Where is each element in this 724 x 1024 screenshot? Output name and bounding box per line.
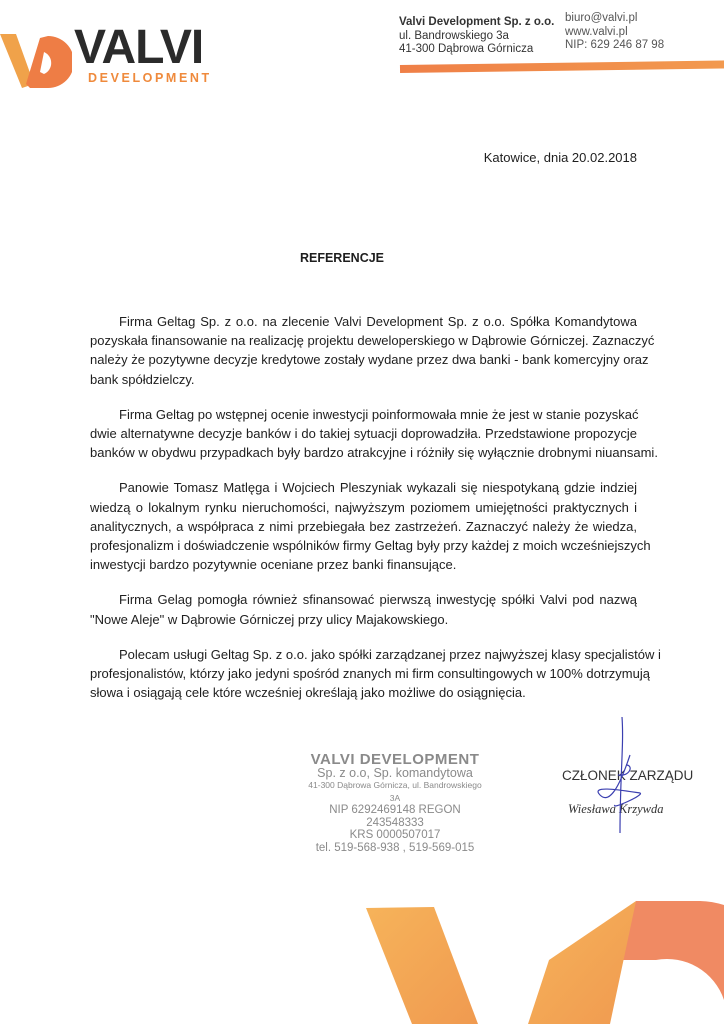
stamp-line: VALVI DEVELOPMENT [310,751,480,768]
company-name: Valvi Development Sp. z o.o. [399,16,555,28]
paragraph-line: bank spółdzielczy. [90,371,195,387]
logo-subtext: DEVELOPMENT [88,71,212,85]
email: biuro@valvi.pl [565,12,638,24]
paragraph [90,590,637,628]
stamp-line: Sp. z o.o, Sp. komandytowa [317,765,473,780]
paragraph-line: słowa i osiągają cele które wcześniej określają jako możliwe do osiągnięcia. [90,685,526,701]
decorative-logo-watermark [0,880,724,1024]
stamp-line: 41-300 Dąbrowa Górnicza, ul. Bandrowskiego 3A [308,780,482,803]
logo-wordmark: VALVI [74,21,204,74]
paragraph-line: Panowie Tomasz Matlęga i Wojciech Pleszyniak wykazali się niespotykaną gdzie indziej [119,480,637,496]
paragraph-line: Firma Geltag Sp. z o.o. na zlecenie Valvi Development Sp. z o.o. Spółka Komandytowa [119,314,637,329]
letter-body [90,312,661,718]
paragraph-line: banków w obydwu przypadkach były bardzo atrakcyjne i różniły się wyłącznie drobnymi niuansami. [90,445,658,461]
paragraph-line: Polecam usługi Geltag Sp. z o.o. jako spółki zarządzanej przez najwyższej klasy specjalistów i [119,646,661,662]
header-divider [400,60,724,73]
paragraph-line: "Nowe Aleje" w Dąbrowie Górniczej przy ulicy Majakowskiego. [90,611,449,627]
address-line: 41-300 Dąbrowa Górnicza [399,43,534,55]
paragraph [90,405,658,463]
company-address [399,16,554,57]
paragraph-line: Firma Gelag pomogła również sfinansować pierwszą inwestycję spółki Valvi pod nazwą [119,592,637,608]
signatory-name: Wiesława Krzywda [568,802,664,816]
paragraph [90,645,661,703]
signatory-role: CZŁONEK ZARZĄDU [562,768,694,783]
paragraph [90,312,655,389]
stamp-line: KRS 0000507017 [349,829,441,841]
website: www.valvi.pl [565,25,628,38]
paragraph-line: dwie alternatywne decyzje banków i do takiej sytuacji doprowadziła. Przedstawione propozycje [90,426,637,442]
nip: NIP: 629 246 87 98 [565,39,665,51]
company-contact [565,12,664,53]
date-line: Katowice, dnia 20.02.2018 [483,150,637,165]
paragraph-line: wiedzą o lokalnym rynku nieruchomości, najwyższym poziomem umiejętności praktycznych i [90,499,637,515]
stamp-line: NIP 6292469148 REGON 243548333 [329,804,461,829]
document-title: REFERENCJE [299,251,385,265]
paragraph-line: pozyskała finansowanie na realizację projektu deweloperskiego w Dąbrowie Górniczej. Zaznaczyć [90,333,655,349]
paragraph-line: analitycznych, a współpraca z nimi przebiegała bez zastrzeżeń. Zaznaczyć należy że wiedza, [90,518,637,534]
paragraph-line: Firma Geltag po wstępnej ocenie inwestycji poinformowała mnie że jest w stanie pozyskać [119,406,639,422]
address-line: ul. Bandrowskiego 3a [399,29,509,42]
paragraph-line: profesjonalizm i doświadczenie wspólników firmy Geltag były przy każdej z moich wcześniejszych [90,538,651,554]
valvi-logo-icon [0,28,72,92]
handwritten-signature [590,715,650,835]
paragraph-line: profesjonalistów, którzy jako jedyni spośród znanych mi firm consultingowych w 100% dotrzymują [90,666,650,682]
paragraph [90,478,651,574]
paragraph-line: należy że pozytywne decyzje kredytowe zostały wydane przez dwa banki - bank komercyjny oraz [90,352,649,368]
paragraph-line: inwestycji bardzo pozytywnie oceniane przez banki finansujące. [90,557,457,573]
company-stamp [302,751,488,854]
stamp-line: tel. 519-568-938 , 519-569-015 [315,841,475,854]
